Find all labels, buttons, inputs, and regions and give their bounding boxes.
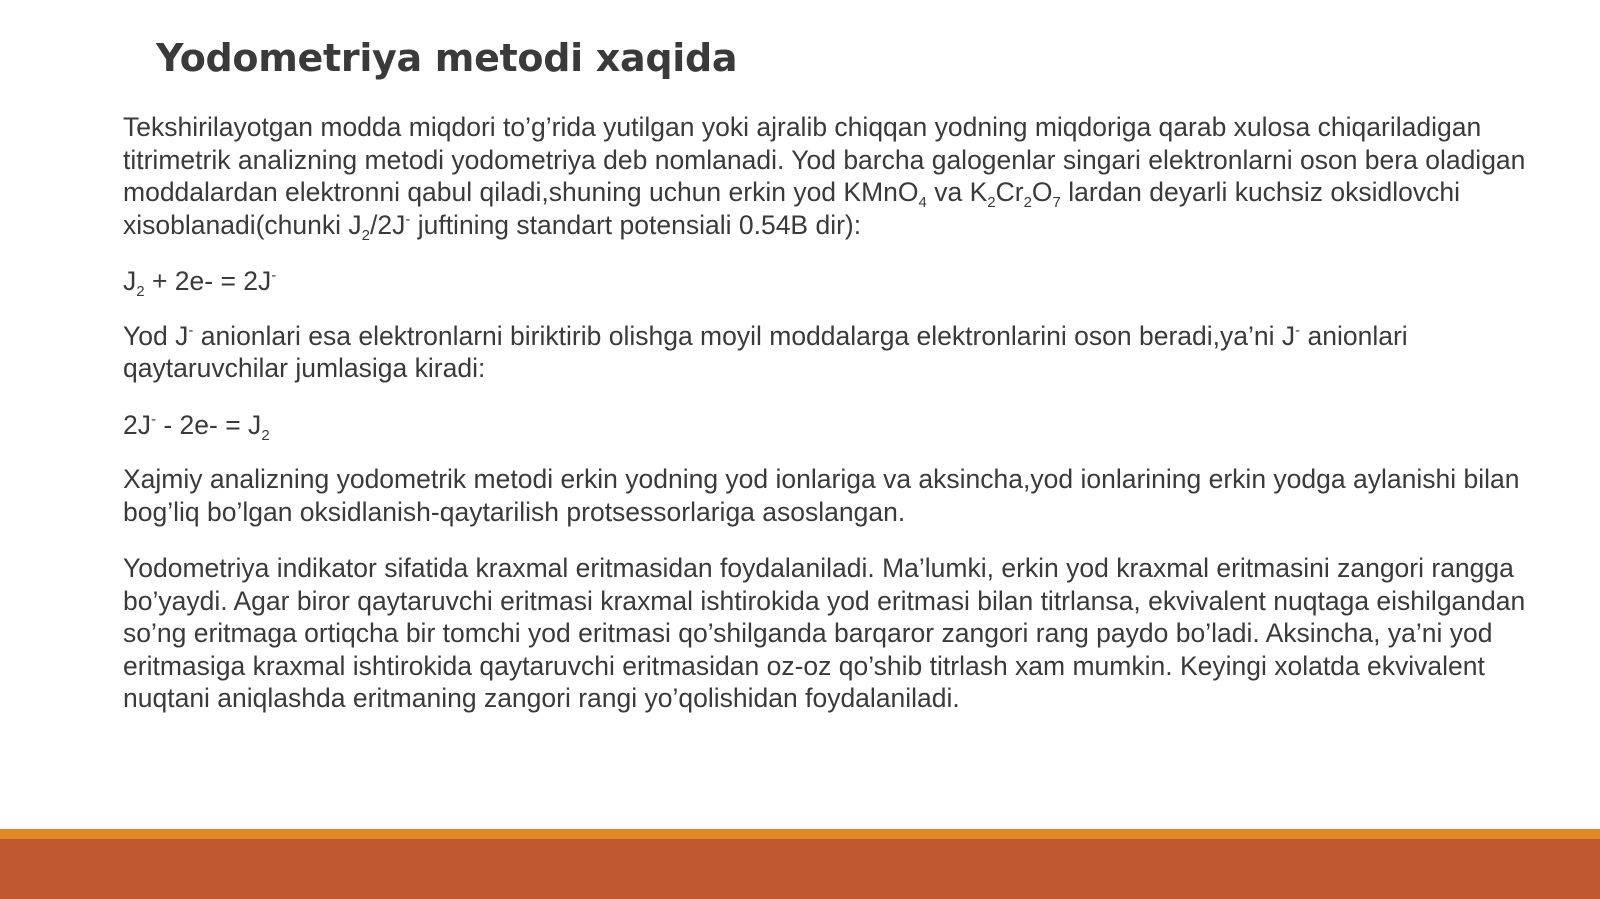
subscript: 4 [918,194,927,211]
footer-accent-stripe [0,829,1600,839]
paragraph-intro-text: lardan deyarli kuchsiz oksidlovchi xisoblanadi(chunki J [123,177,1461,240]
paragraph-intro-text: va K [926,177,988,207]
paragraph-indicator: Yodometriya indikator sifatida kraxmal eritmasidan foydalaniladi. Ma’lumki, erkin yod kraxmal eritmasini zangori rangga bo’yaydi. Agar biror qaytaruvchi eritmasi kraxmal ishtirokida yod eritmasi bilan titrlansa, ekvivalent nuqtaga eishilgandan so’ng eritmaga ortiqcha bir tomchi yod eritmasi qo’shilganda barqaror zangori rang paydo bo’ladi. Aksincha, ya’ni yod eritmasiga kraxmal ishtirokida qaytaruvchi eritmasidan oz-oz qo’shib titrlash xam mumkin. Keyingi xolatda ekvivalent nuqtani aniqlashda eritmaning zangori rangi yo’qolishidan foydalaniladi. [123,553,1526,713]
paragraph-anions-text: Yod J [123,320,189,351]
slide-body [123,111,1563,739]
paragraph-intro-text: juftining standart potensiali 0.54B dir): [410,209,862,240]
subscript: 2 [1023,194,1032,211]
slide-title: Yodometriya metodi xaqida [156,36,738,80]
paragraph-method: Xajmiy analizning yodometrik metodi erkin yodning yod ionlariga va aksincha,yod ionlarining erkin yodga aylanishi bilan bog’liq bo’lgan oksidlanish-qaytarilish protsessorlariga asoslangan. [123,464,1520,527]
equation-text: J [123,266,137,296]
paragraph-intro-text: /2J [369,209,406,240]
superscript: - [271,267,277,284]
equation-oxidation [123,409,1563,442]
footer-bar [0,839,1600,899]
subscript: 2 [136,283,145,300]
subscript: 2 [361,226,370,244]
paragraph-intro [123,111,1563,244]
superscript: - [405,210,411,228]
superscript: - [151,410,156,428]
subscript: 7 [1052,194,1061,211]
paragraph-intro-text: Tekshirilayotgan modda miqdori to’g’rida yutilgan yoki ajralib chiqqan yodning miqdoriga qarab xulosa chiqariladigan titrimetrik analizning metodi yodometriya deb nomlanadi. Yod barcha galogenlar singari elektronlarni oson bera oladigan moddalardan elektronni qabul qiladi,shuning uchun erkin yod KMnO [123,112,1526,207]
equation-reduction [123,265,1563,298]
subscript: 2 [987,194,996,211]
paragraph-anions-text: anionlari esa elektronlarni biriktirib olishga moyil moddalarga elektronlarini oson beradi,ya’ni J [193,320,1296,351]
subscript: 2 [261,426,270,444]
equation-text: 2J [123,409,151,440]
paragraph-anions [123,320,1563,385]
paragraph-intro-text: O [1031,177,1053,207]
superscript: - [1295,321,1301,339]
paragraph-intro-text: Cr [995,177,1024,207]
superscript: - [188,321,194,339]
equation-text: + 2e- = 2J [144,266,272,296]
paragraph-anions-text: anionlari qaytaruvchilar jumlasiga kiradi: [123,320,1408,383]
equation-text: - 2e- = J [156,409,262,440]
